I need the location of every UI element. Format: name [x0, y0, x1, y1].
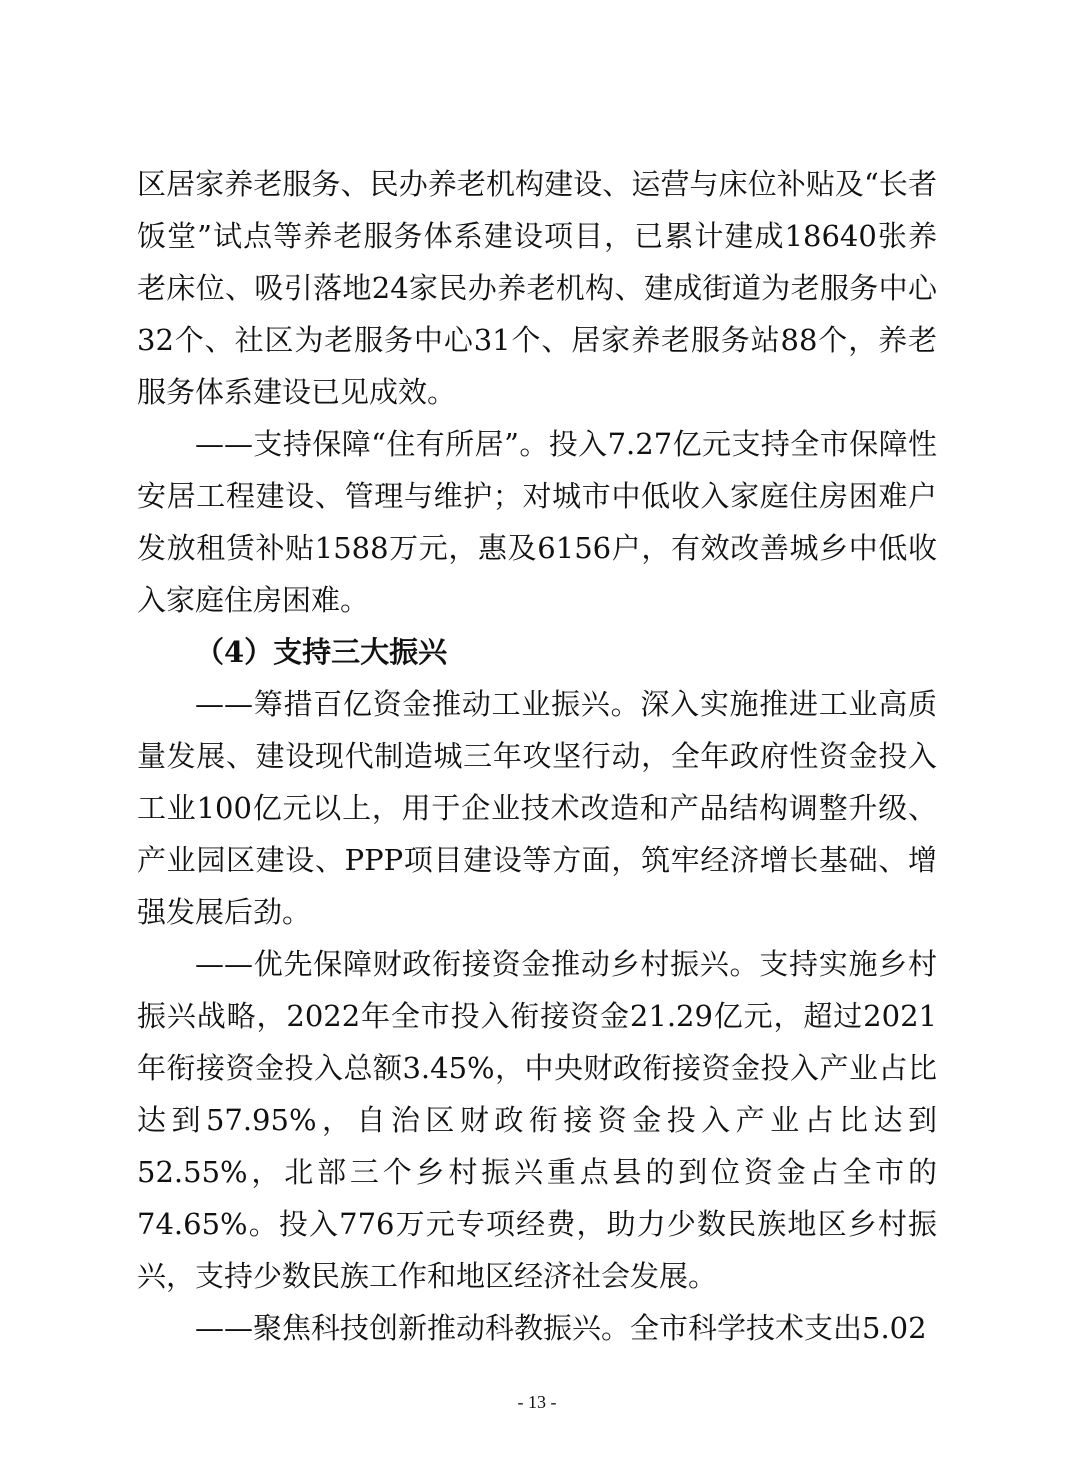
page-number: - 13 - [517, 1392, 557, 1412]
paragraph-elderly-care: 区居家养老服务、民办养老机构建设、运营与床位补贴及“长者饭堂”试点等养老服务体系建设项目，已累计建成18640张养老床位、吸引落地24家民办养老机构、建成街道为老服务中心32个、社区为老服务中心31个、居家养老服务站88个，养老服务体系建设已见成效。 [137, 167, 937, 409]
paragraph-rural-revitalization: ——优先保障财政衔接资金推动乡村振兴。支持实施乡村振兴战略，2022年全市投入衔接资金21.29亿元，超过2021年衔接资金投入总额3.45%，中央财政衔接资金投入产业占比达到57.95%，自治区财政衔接资金投入产业占比达到52.55%，北部三个乡村振兴重点县的到位资金占全市的74.65%。投入776万元专项经费，助力少数民族地区乡村振兴，支持少数民族工作和地区经济社会发展。 [137, 947, 937, 1293]
paragraph-industrial-revitalization: ——筹措百亿资金推动工业振兴。深入实施推进工业高质量发展、建设现代制造城三年攻坚行动，全年政府性资金投入工业100亿元以上，用于企业技术改造和产品结构调整升级、产业园区建设、PPP项目建设等方面，筑牢经济增长基础、增强发展后劲。 [137, 687, 937, 929]
paragraph-science-education: ——聚焦科技创新推动科教振兴。全市科学技术支出5.02 [195, 1311, 927, 1345]
paragraph-housing-support: ——支持保障“住有所居”。投入7.27亿元支持全市保障性安居工程建设、管理与维护；对城市中低收入家庭住房困难户发放租赁补贴1588万元，惠及6156户，有效改善城乡中低收入家庭住房困难。 [137, 427, 937, 617]
document-body [137, 158, 937, 1354]
section-heading: （4）支持三大振兴 [195, 635, 448, 669]
